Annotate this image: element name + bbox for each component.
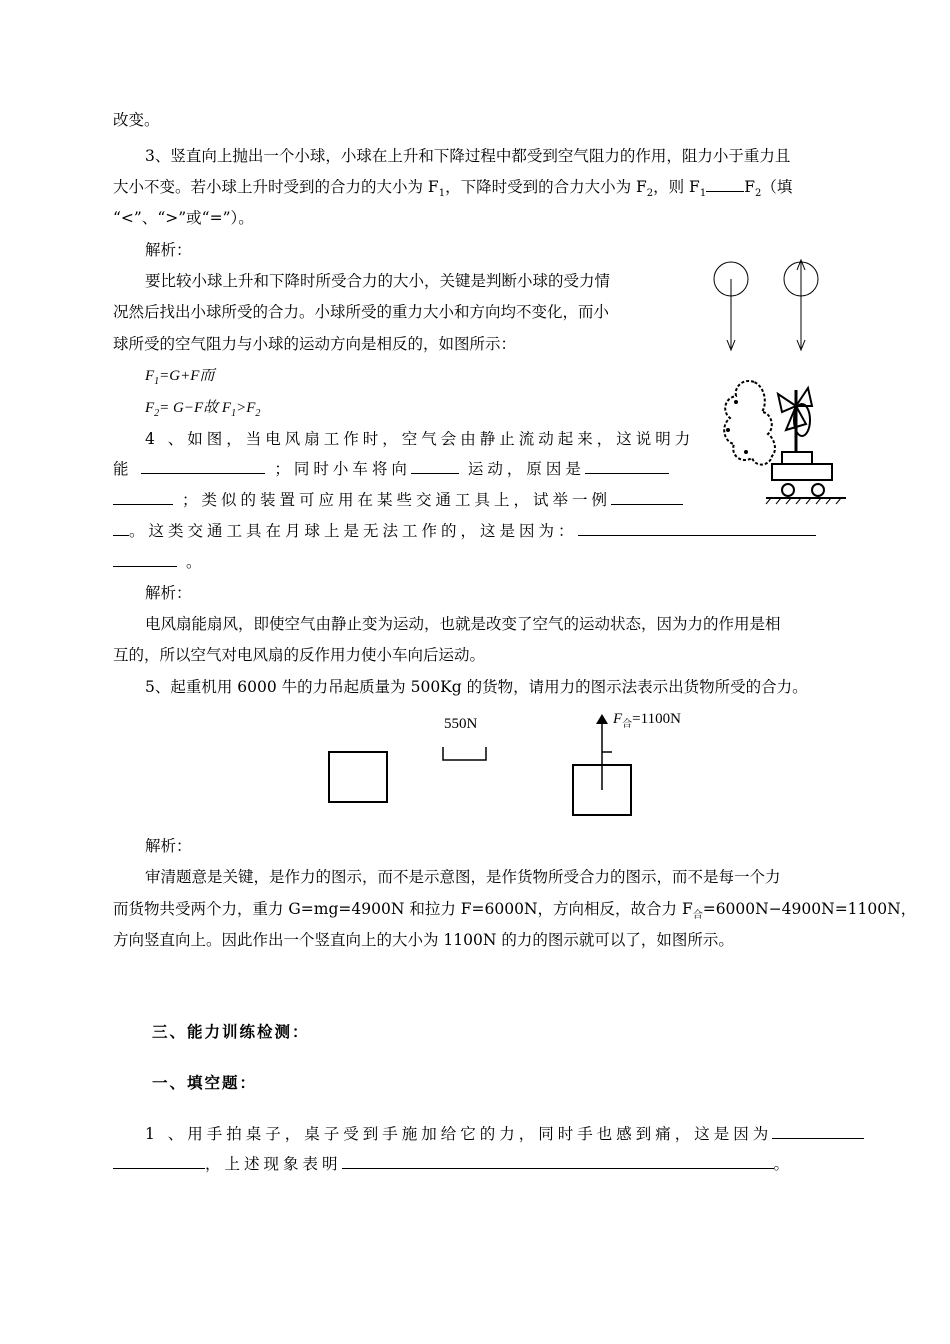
cargo-box-plain xyxy=(329,752,387,802)
q4-analysis-1: 电风扇能扇风，即使空气由静止变为运动，也就是改变了空气的运动状态，因为力的作用是相 xyxy=(145,615,781,633)
paragraph-end: 改变。 xyxy=(113,111,160,129)
fill1-line2 xyxy=(113,1154,793,1174)
q5-a2b: =6000N−4900N=1100N， xyxy=(702,900,917,918)
q4-line3 xyxy=(113,490,683,510)
q4-text-d: ；类似的装置可应用在某些交通工具上，试举一例 xyxy=(181,491,611,509)
q5-analysis-label: 解析： xyxy=(145,837,192,855)
q3-sub1: 1 xyxy=(438,188,446,200)
q5-line1: 5、起重机用 6000 牛的力吊起质量为 500Kg 的货物，请用力的图示法表示出货物所受的合力。 xyxy=(145,678,808,696)
q3-analysis-1: 要比较小球上升和下降时所受合力的大小，关键是判断小球的受力情 xyxy=(145,272,611,290)
q4-blank-4[interactable] xyxy=(611,490,683,505)
q4-text-c: 运动，原因是 xyxy=(467,460,585,478)
section-heading-ability: 三、能力训练检测： xyxy=(152,1022,310,1041)
q4-line4 xyxy=(113,521,816,541)
q3-analysis-2: 况然后找出小球所受的合力。小球所受的重力大小和方向均不变化，而小 xyxy=(113,303,610,321)
q3-formula-1 xyxy=(145,366,214,392)
q3-f1-sub: 1 xyxy=(154,376,160,387)
force-label-val: =1100N xyxy=(632,711,681,727)
fill1-text-a: 1 、用手拍桌子，桌子受到手施加给它的力，同时手也感到痛，这是因为 xyxy=(145,1125,773,1143)
q3-f2-sub: 2 xyxy=(154,408,160,419)
ball-force-diagram xyxy=(708,258,828,358)
q3-f2c: >F xyxy=(236,400,256,416)
q4-blank-5b[interactable] xyxy=(113,552,177,567)
q5-analysis-1: 审清题意是关键，是作力的图示，而不是示意图，是作货物所受合力的图示，而不是每一个力 xyxy=(145,868,781,886)
q3-analysis-3: 球所受的空气阻力与小球的运动方向是相反的，如图所示： xyxy=(113,335,517,353)
q4-text-e: 。这类交通工具在月球上是无法工作的，这是因为： xyxy=(129,522,578,540)
force-label-f: F xyxy=(613,711,623,727)
force-diagram-figure xyxy=(320,700,660,825)
q3-f2-sub1: 1 xyxy=(231,408,237,419)
q3-answer-blank[interactable] xyxy=(706,177,744,192)
force-label-sub: 合 xyxy=(622,719,633,730)
q4-blank-3b[interactable] xyxy=(113,490,173,505)
q5-analysis-2 xyxy=(113,899,916,926)
q3-analysis-label: 解析： xyxy=(145,241,192,259)
q3-line2 xyxy=(113,177,792,204)
q4-blank-5[interactable] xyxy=(578,521,816,536)
q4-blank-1[interactable] xyxy=(141,459,265,474)
q5-analysis-3: 方向竖直向上。因此作出一个竖直向上的大小为 1100N 的力的图示就可以了，如图所示。 xyxy=(113,931,734,949)
q3-f1b: =G+F而 xyxy=(159,368,215,384)
q3-sub2b: 2 xyxy=(754,188,762,200)
fill1-blank-1b[interactable] xyxy=(113,1154,205,1169)
q4-blank-2[interactable] xyxy=(411,459,459,474)
q4-line1: 4 、如图，当电风扇工作时，空气会由静止流动起来，这说明力 xyxy=(145,430,695,448)
q4-blank-3[interactable] xyxy=(585,459,669,474)
q4-blank-4b[interactable] xyxy=(113,521,129,536)
q3-text-b: ，下降时受到的合力大小为 F xyxy=(445,178,647,196)
q3-formula-2 xyxy=(145,398,260,424)
q3-sub2: 2 xyxy=(646,188,654,200)
force-arrow-head xyxy=(596,714,608,724)
q3-f2: F xyxy=(145,400,155,416)
fill1-text-b: ，上述现象表明 xyxy=(205,1155,342,1173)
q5-a2-sub: 合 xyxy=(692,910,703,922)
q4-analysis-2: 互的，所以空气对电风扇的反作用力使小车向后运动。 xyxy=(113,646,486,664)
q3-text-c: ，则 F xyxy=(653,178,700,196)
q4-analysis-label: 解析： xyxy=(145,584,192,602)
fan-cart-figure xyxy=(716,372,851,512)
q4-text-neng: 能 xyxy=(113,460,133,478)
q4-line5 xyxy=(113,552,205,572)
q3-line3: “<”、“>”或“=”）。 xyxy=(113,209,254,227)
scale-bar xyxy=(443,747,486,760)
q3-f2b: = G−F故 F xyxy=(159,400,232,416)
q4-text-b: ；同时小车将向 xyxy=(274,460,411,478)
q3-f1: F xyxy=(145,368,155,384)
fill1-line1 xyxy=(145,1124,864,1144)
q4-line2 xyxy=(113,459,669,479)
q3-sub1b: 1 xyxy=(699,188,707,200)
force-label xyxy=(613,711,681,730)
scale-label: 550N xyxy=(444,716,478,732)
q5-a2: 而货物共受两个力，重力 G=mg=4900N 和拉力 F=6000N，方向相反，故合力 F xyxy=(113,900,693,918)
fill1-text-c: 。 xyxy=(773,1155,794,1173)
q4-text-f: 。 xyxy=(185,553,206,571)
q3-f2-sub2: 2 xyxy=(255,408,261,419)
fill1-blank-2[interactable] xyxy=(342,1154,774,1169)
q3-text-a: 大小不变。若小球上升时受到的合力的大小为 F xyxy=(113,178,439,196)
section-heading-fill: 一、填空题： xyxy=(152,1073,258,1092)
fill1-blank-1[interactable] xyxy=(772,1124,864,1139)
q3-line1: 3、竖直向上抛出一个小球，小球在上升和下降过程中都受到空气阻力的作用，阻力小于重力且 xyxy=(145,147,791,165)
q3-text-d: F xyxy=(744,178,755,196)
q3-text-e: （填 xyxy=(761,178,793,196)
